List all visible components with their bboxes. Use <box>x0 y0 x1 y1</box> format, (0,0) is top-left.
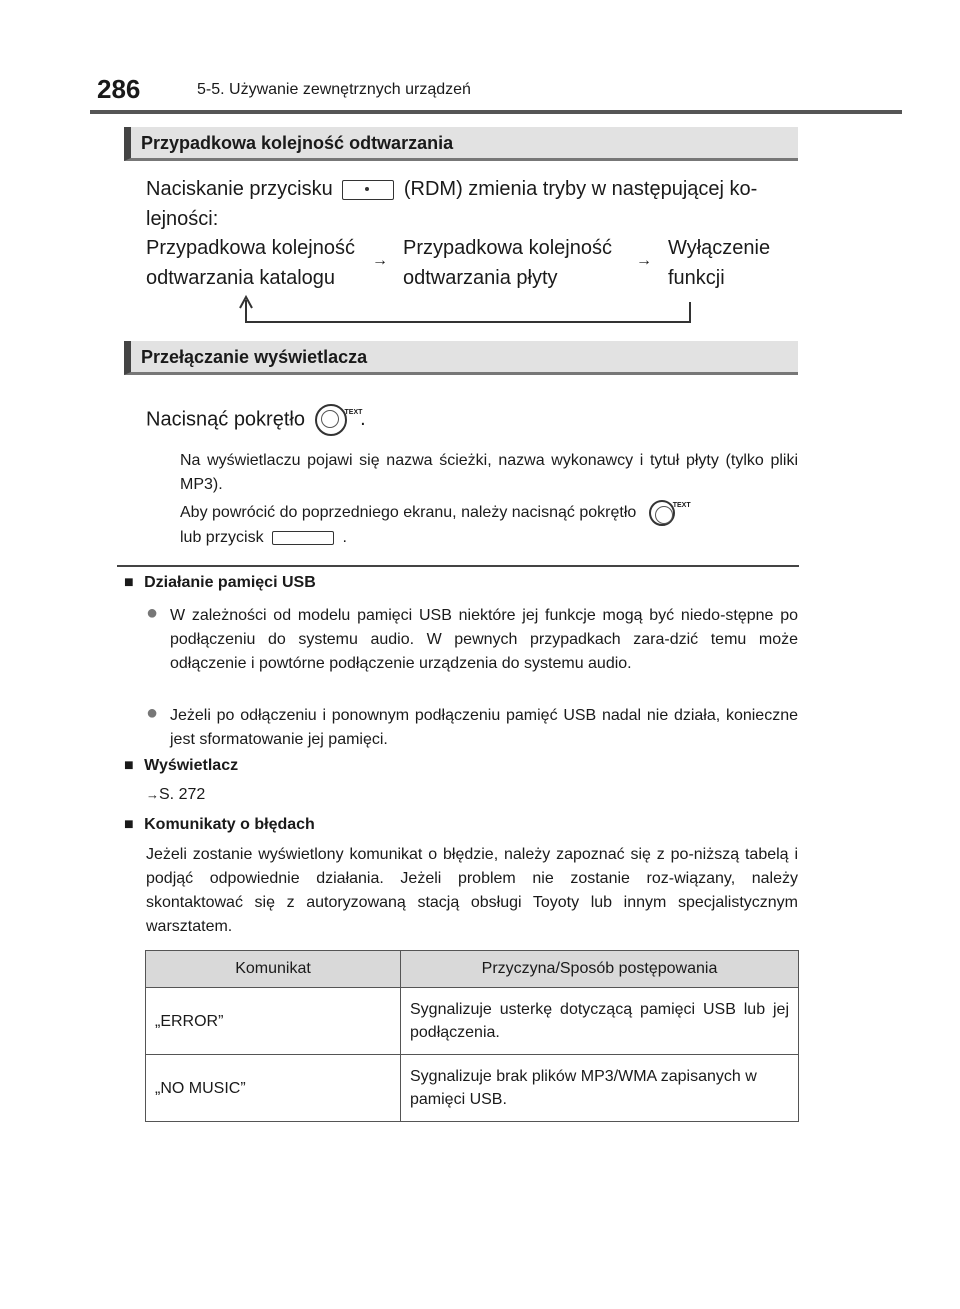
flow-step-1 <box>146 233 355 293</box>
flow-step-1-line1: Przypadkowa kolejność <box>146 237 355 259</box>
flow-step-3 <box>668 233 770 293</box>
back-button-icon <box>272 531 334 545</box>
flow-step-2 <box>403 233 612 293</box>
usb-heading-text: Działanie pamięci USB <box>144 574 316 591</box>
display-note-1: Na wyświetlaczu pojawi się nazwa ścieżki, nazwa wykonawcy i tytuł płyty (tylko pliki MP3). <box>180 452 798 493</box>
header-divider <box>90 110 902 114</box>
intro-text-line2: lejności: <box>146 208 219 230</box>
note2-end: . <box>342 529 347 546</box>
note2-text-before: Aby powrócić do poprzedniego ekranu, należy nacisnąć pokrętło <box>180 504 637 522</box>
cause-cell: Sygnalizuje brak plików MP3/WMA zapisanych w pamięci USB. <box>401 1055 799 1122</box>
dot-bullet-icon: ● <box>146 602 159 624</box>
square-bullet-icon: ■ <box>124 816 134 833</box>
knob-label: TEXT <box>344 409 363 416</box>
flow-arrow-icon: → <box>636 252 652 269</box>
flow-return-arrow-icon <box>236 294 698 328</box>
knob-label: TEXT <box>672 502 691 509</box>
display-note-2 <box>180 500 798 550</box>
usb-bullet-1: W zależności od modelu pamięci USB niektóre jej funkcje mogą być niedo-stępne po podłączeniu do systemu audio. W pewnych przypadkach zara-dzić temu może odłączenie i powtórne podłączenie urządzenia do systemu audio. <box>170 607 798 672</box>
flow-step-2-line2: odtwarzania płyty <box>403 267 558 289</box>
text-knob-icon <box>649 500 691 526</box>
rdm-button-icon <box>342 180 394 200</box>
table-header: Komunikat <box>146 951 401 988</box>
flow-step-2-line1: Przypadkowa kolejność <box>403 237 612 259</box>
instruction-text: Nacisnąć pokrętło <box>146 408 305 431</box>
message-cell: „NO MUSIC” <box>146 1055 401 1122</box>
message-cell: „ERROR” <box>146 988 401 1055</box>
section-divider <box>117 565 799 567</box>
errors-text: Jeżeli zostanie wyświetlony komunikat o błędzie, należy zapoznać się z po-niższą tabelą i podjąć odpowiednie działania. Jeżeli problem nie zostanie roz-wiązany, należy skontaktować się z autoryzowaną stacją obsługi Toyoty lub innym specjalistycznym warsztatem. <box>146 846 798 935</box>
ref-arrow-icon: → <box>146 787 159 802</box>
table-header: Przyczyna/Sposób postępowania <box>401 951 799 988</box>
random-intro <box>146 174 798 234</box>
display-heading <box>124 757 238 775</box>
section-title-display: Przełączanie wyświetlacza <box>124 341 798 375</box>
error-messages-table <box>145 950 799 1122</box>
errors-heading-text: Komunikaty o błędach <box>144 816 315 833</box>
page-number: 286 <box>97 74 141 104</box>
table-row <box>146 1055 799 1122</box>
usb-bullet-2: Jeżeli po odłączeniu i ponownym podłączeniu pamięć USB nadal nie działa, konieczne jest sformatowanie jej pamięci. <box>170 707 798 748</box>
instruction-end: . <box>360 408 366 431</box>
intro-text-after: (RDM) zmienia tryby w następującej ko- <box>403 178 758 200</box>
flow-step-3-line1: Wyłączenie <box>668 237 771 259</box>
square-bullet-icon: ■ <box>124 757 134 774</box>
flow-step-3-line2: funkcji <box>668 267 725 289</box>
cause-cell: Sygnalizuje usterkę dotyczącą pamięci USB lub jej podłączenia. <box>401 988 799 1055</box>
flow-arrow-icon: → <box>372 252 388 269</box>
display-heading-text: Wyświetlacz <box>144 757 239 774</box>
table-row <box>146 988 799 1055</box>
table-header-row <box>146 951 799 988</box>
ref-text: S. 272 <box>159 786 206 803</box>
square-bullet-icon: ■ <box>124 574 134 591</box>
display-ref <box>146 786 205 804</box>
flow-step-1-line2: odtwarzania katalogu <box>146 267 336 289</box>
errors-heading <box>124 816 315 834</box>
display-instruction <box>146 404 366 436</box>
chapter-title: 5-5. Używanie zewnętrznych urządzeń <box>197 81 471 98</box>
text-knob-icon <box>315 404 363 436</box>
note2-text-after: lub przycisk <box>180 529 264 546</box>
usb-heading <box>124 574 316 592</box>
dot-bullet-icon: ● <box>146 702 159 724</box>
intro-text-before: Naciskanie przycisku <box>146 178 333 200</box>
section-title-random: Przypadkowa kolejność odtwarzania <box>124 127 798 161</box>
